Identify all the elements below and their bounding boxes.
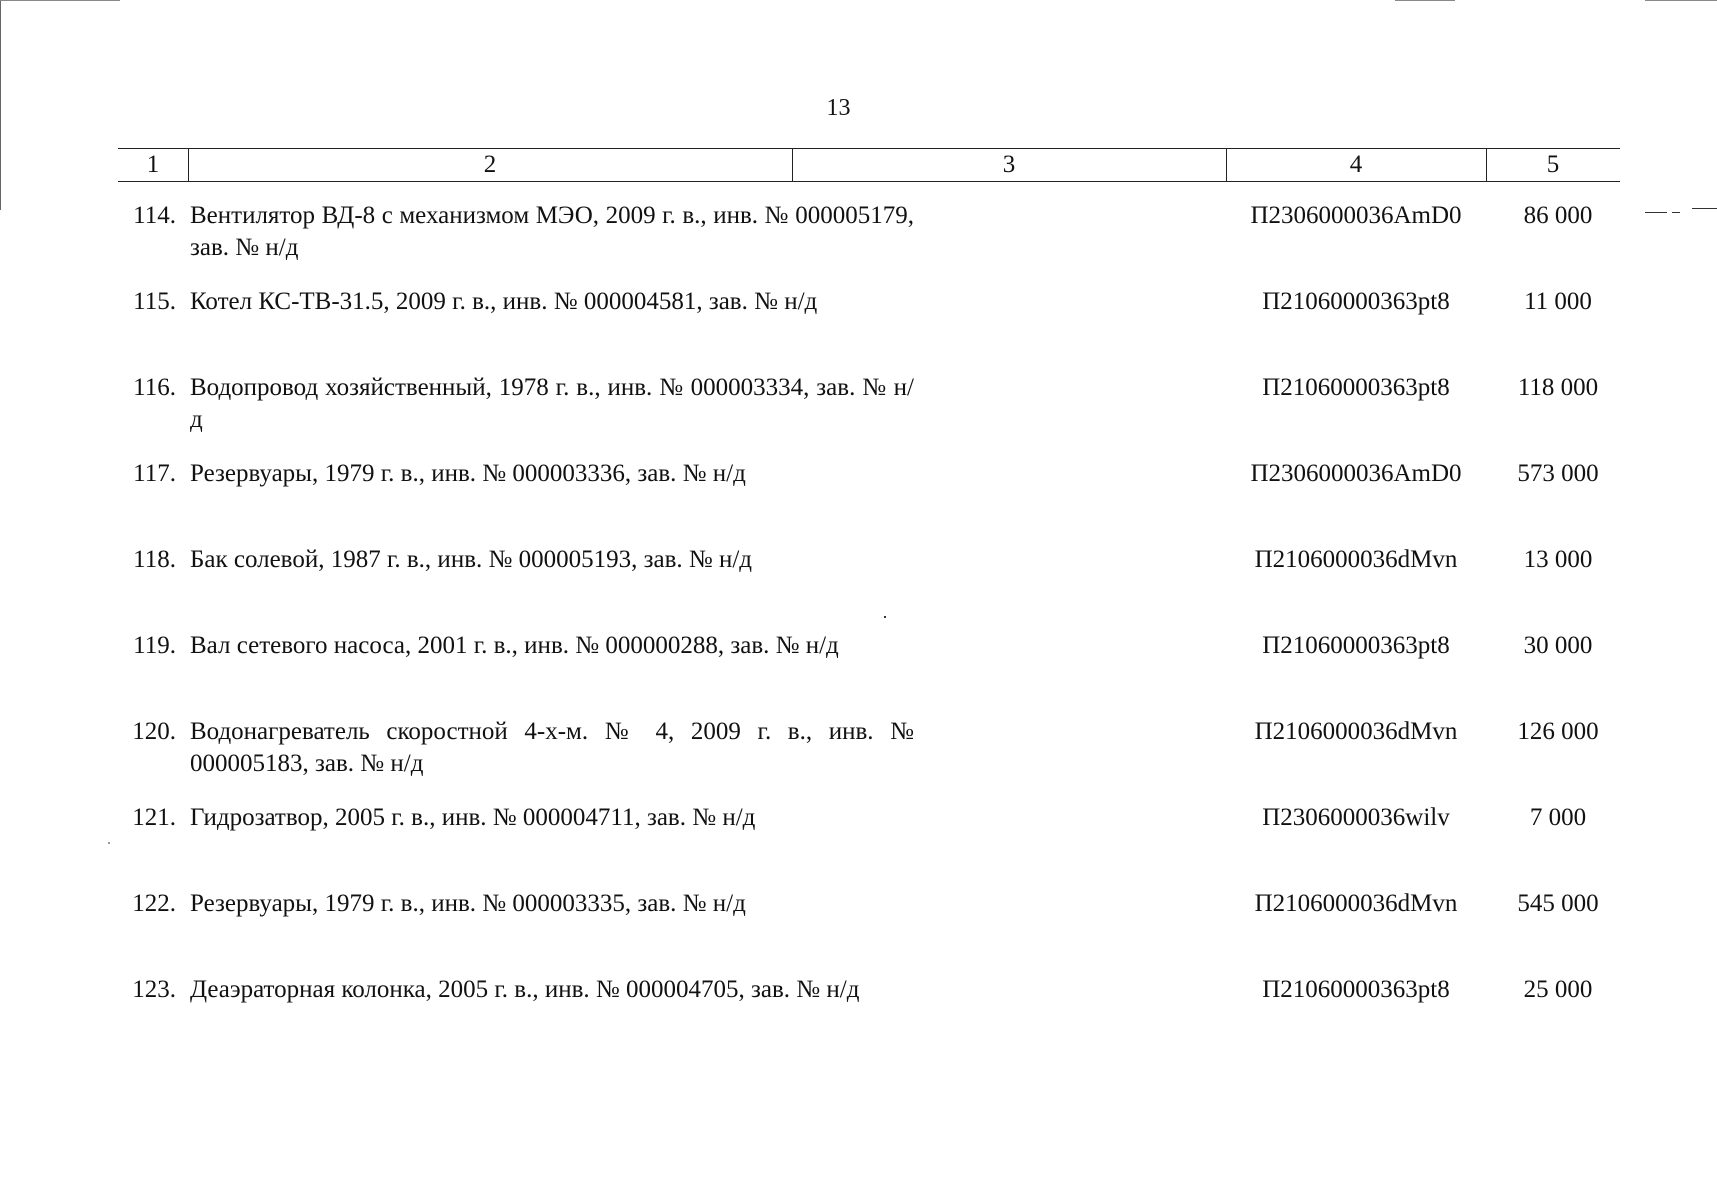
page-number: 13 [826, 95, 851, 121]
row-code: П2306000036AmD0 [1250, 202, 1462, 229]
row-description: Деаэраторная колонка, 2005 г. в., инв. № 000004705, зав. № н/д [190, 976, 860, 1003]
row-code: П21060000363pt8 [1262, 632, 1450, 659]
table-body [118, 198, 1620, 1058]
row-amount: 11 000 [1524, 288, 1592, 315]
table-row [118, 542, 1620, 628]
row-description: Котел КС-ТВ-31.5, 2009 г. в., инв. № 000004581, зав. № н/д [190, 288, 818, 315]
table-header [118, 148, 1620, 182]
row-description: Гидрозатвор, 2005 г. в., инв. № 000004711, зав. № н/д [190, 804, 756, 831]
row-number: 118. [133, 546, 176, 573]
scan-speck [108, 842, 110, 844]
row-amount: 13 000 [1523, 546, 1593, 573]
header-col-3: 3 [1002, 151, 1016, 178]
row-number: 116. [133, 374, 176, 401]
row-description: Резервуары, 1979 г. в., инв. № 000003335, зав. № н/д [190, 890, 746, 917]
row-number: 121. [132, 804, 176, 831]
row-description: Водопровод хозяйственный, 1978 г. в., инв. № 000003334, зав. № н/д [190, 374, 914, 433]
row-number: 119. [133, 632, 176, 659]
row-amount: 7 000 [1529, 804, 1587, 831]
table-row [118, 972, 1620, 1058]
table-row [118, 284, 1620, 370]
row-amount: 573 000 [1517, 460, 1599, 487]
row-code: П2306000036AmD0 [1250, 460, 1462, 487]
row-amount: 25 000 [1523, 976, 1593, 1003]
row-number: 115. [133, 288, 176, 315]
scan-edge-mark [1395, 0, 1455, 1]
table-row [118, 198, 1620, 284]
row-description: Водонагреватель скоростной 4-х-м. № 4, 2009 г. в., инв. № 000005183, зав. № н/д [190, 718, 914, 777]
row-description: Бак солевой, 1987 г. в., инв. № 000005193, зав. № н/д [190, 546, 753, 573]
scan-edge-mark [1645, 0, 1717, 1]
row-code: П21060000363pt8 [1262, 374, 1450, 401]
row-amount: 86 000 [1523, 202, 1593, 229]
row-description: Вентилятор ВД-8 с механизмом МЭО, 2009 г. в., инв. № 000005179, зав. № н/д [190, 202, 914, 261]
row-number: 114. [133, 202, 176, 229]
table-row [118, 800, 1620, 886]
table-row [118, 886, 1620, 972]
row-code: П2106000036dMvn [1254, 718, 1458, 745]
row-code: П2306000036wilv [1262, 804, 1450, 831]
header-col-1: 1 [146, 151, 160, 178]
row-code: П2106000036dMvn [1254, 546, 1458, 573]
row-code: П21060000363pt8 [1262, 288, 1450, 315]
header-col-2: 2 [483, 151, 497, 178]
row-number: 123. [132, 976, 176, 1003]
row-description: Вал сетевого насоса, 2001 г. в., инв. № 000000288, зав. № н/д [190, 632, 839, 659]
row-number: 122. [132, 890, 176, 917]
table-row [118, 714, 1620, 800]
scan-edge-mark [1645, 212, 1667, 213]
row-amount: 126 000 [1517, 718, 1599, 745]
row-amount: 118 000 [1517, 374, 1599, 401]
header-col-4: 4 [1349, 151, 1363, 178]
table-row [118, 456, 1620, 542]
row-code: П21060000363pt8 [1262, 976, 1450, 1003]
row-amount: 545 000 [1517, 890, 1599, 917]
header-col-5: 5 [1546, 151, 1560, 178]
row-number: 117. [133, 460, 176, 487]
table-row [118, 628, 1620, 714]
row-code: П2106000036dMvn [1254, 890, 1458, 917]
row-amount: 30 000 [1523, 632, 1593, 659]
scan-edge-mark [0, 0, 120, 1]
row-description: Резервуары, 1979 г. в., инв. № 000003336, зав. № н/д [190, 460, 746, 487]
scan-edge-mark [1672, 212, 1680, 213]
row-number: 120. [132, 718, 176, 745]
table-row [118, 370, 1620, 456]
scan-edge-mark [1692, 208, 1717, 209]
